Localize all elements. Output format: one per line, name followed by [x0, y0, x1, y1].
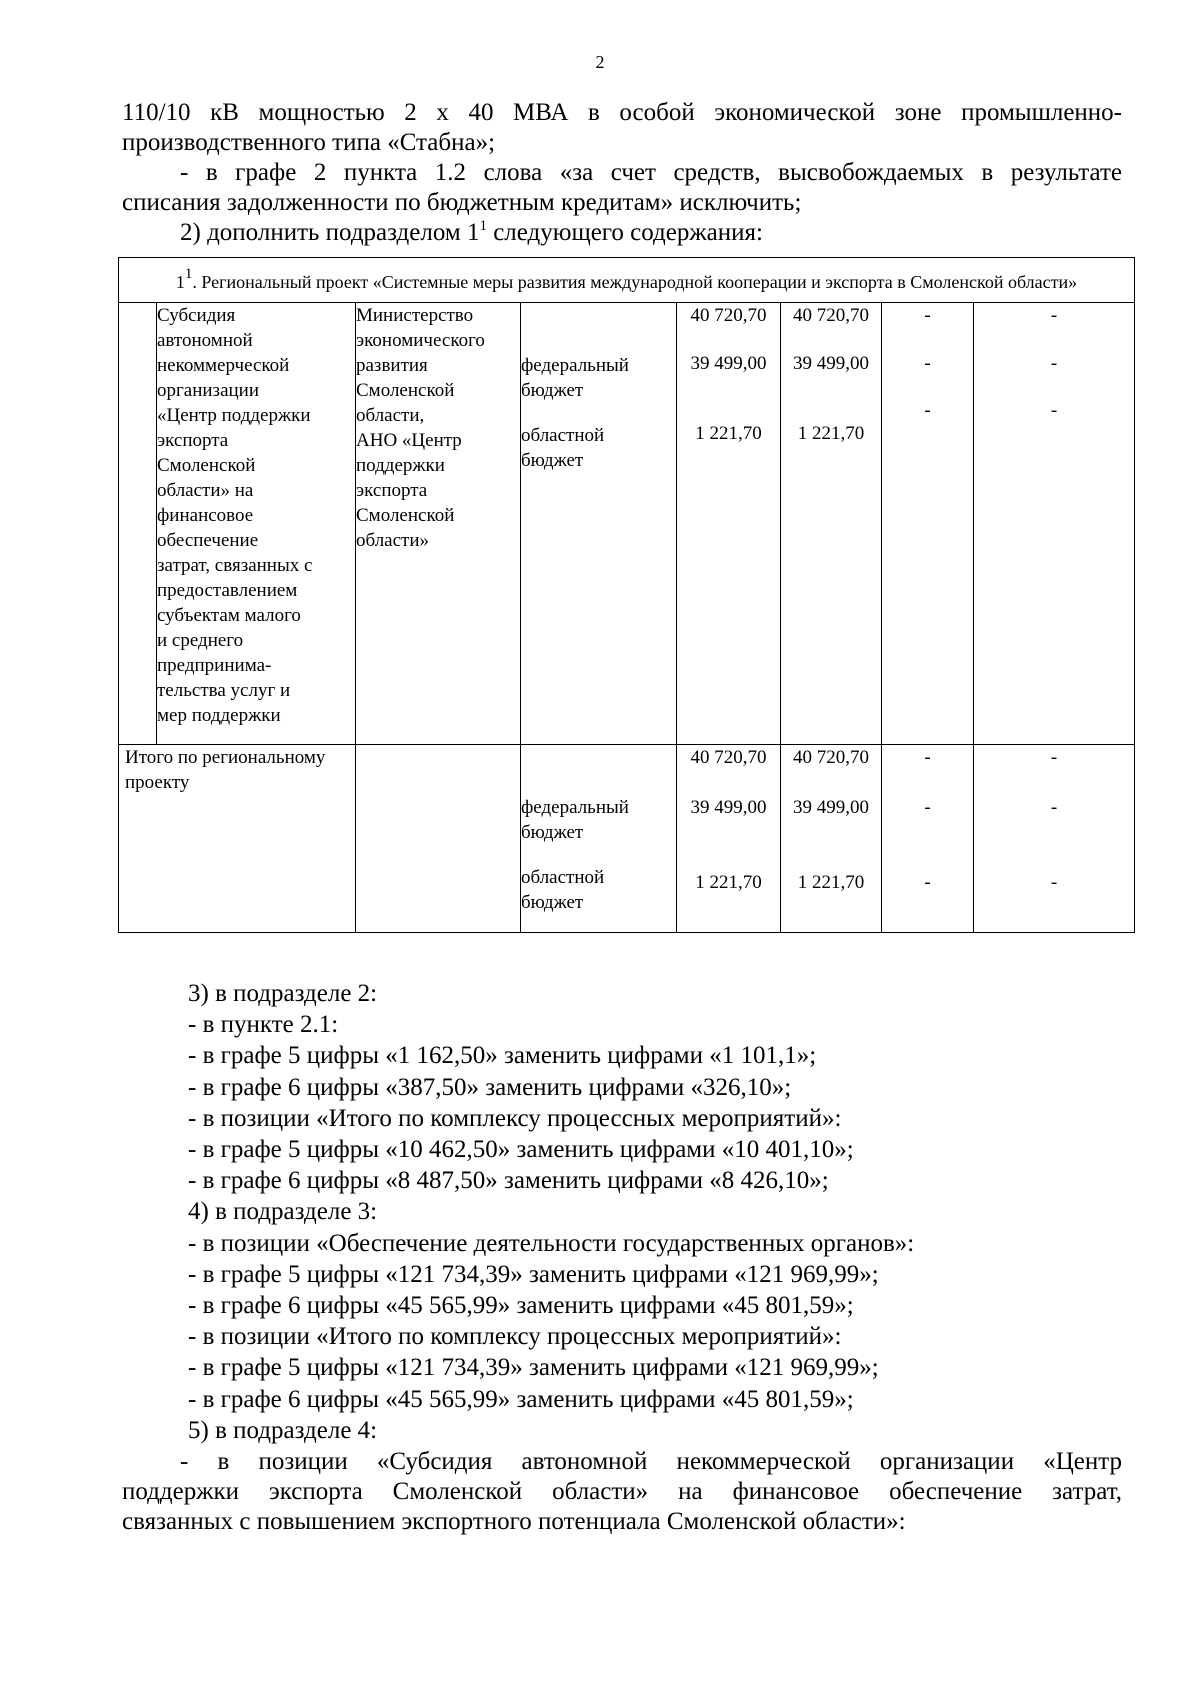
amount-value: 39 499,00 [793, 797, 869, 818]
after-table-paragraph [122, 978, 1122, 1446]
amendment-line: - в позиции «Обеспечение деятельности государственных органов»: [188, 1229, 915, 1257]
cell-line: области» [356, 530, 430, 551]
dash-value: - [924, 353, 931, 374]
amount-value: 40 720,70 [690, 305, 767, 326]
intro-line: производственного типа «Стабна»; [122, 129, 496, 156]
amount-col-8 [974, 303, 1135, 745]
amendment-line: - в графе 6 цифры «45 565,99» заменить цифрами «45 801,59»; [188, 1385, 854, 1413]
dash-value: - [1050, 305, 1058, 326]
amendment-line: - в графе 5 цифры «121 734,39» заменить цифрами «121 969,99»; [188, 1354, 879, 1382]
cell-line: затрат, связанных с [157, 555, 313, 576]
dash-value: - [924, 872, 931, 893]
amount-col-7 [882, 303, 974, 745]
final-paragraph [122, 1447, 1122, 1537]
cell-line: мер поддержки [157, 705, 281, 726]
source-label: бюджет [521, 380, 584, 401]
cell-line: «Центр поддержки [157, 405, 311, 426]
cell-line: экспорта [356, 480, 428, 501]
source-label: областной [521, 425, 605, 446]
amount-value: 40 720,70 [793, 747, 869, 768]
total-source-cell [521, 745, 677, 933]
cell-line: Смоленской [356, 380, 455, 401]
total-label-cell: Итого по региональному проекту [119, 745, 356, 933]
executor-cell [356, 303, 521, 745]
row-number-cell [119, 303, 157, 745]
cell-line: предпринима- [157, 655, 272, 676]
cell-line: экономического [356, 330, 485, 351]
source-label: бюджет [521, 892, 584, 913]
total-amount-col-7 [882, 745, 974, 933]
cell-line: финансовое [157, 505, 254, 526]
cell-line: организации [157, 380, 260, 401]
amendment-line: - в графе 6 цифры «387,50» заменить цифрами «326,10»; [188, 1073, 792, 1101]
amount-value: 1 221,70 [797, 423, 865, 444]
final-line: - в позиции «Субсидия автономной некоммерческой организации «Центр [180, 1448, 1122, 1475]
source-label: федеральный [521, 797, 629, 818]
dash-value: - [924, 797, 931, 818]
intro-paragraph [122, 98, 1122, 248]
table-header-row [119, 258, 1135, 303]
dash-value: - [924, 305, 931, 326]
table-total-row [119, 745, 1135, 933]
amendment-line: - в графе 5 цифры «121 734,39» заменить цифрами «121 969,99»; [188, 1260, 879, 1288]
amount-value: 39 499,00 [793, 353, 869, 374]
cell-line: предоставлением [157, 580, 298, 601]
intro-line: 110/10 кВ мощностью 2 х 40 МВА в особой экономической зоне промышленно- [122, 99, 1122, 126]
cell-line: Субсидия [157, 305, 236, 326]
cell-line: субъектам малого [157, 605, 301, 626]
dash-value: - [924, 747, 931, 768]
amendment-line: - в позиции «Итого по комплексу процессных мероприятий»: [188, 1323, 842, 1351]
amount-value: 1 221,70 [695, 423, 762, 444]
source-label: областной [521, 867, 605, 888]
dash-value: - [1050, 353, 1058, 374]
final-line: связанных с повышением экспортного потенциала Смоленской области»: [122, 1508, 906, 1535]
amendment-line: - в графе 6 цифры «8 487,50» заменить цифрами «8 426,10»; [188, 1167, 829, 1195]
cell-line: области, [356, 405, 425, 426]
source-label: бюджет [521, 822, 584, 843]
amendment-item-cont: списания задолженности по бюджетным кредитам» исключить; [122, 189, 802, 216]
amendment-line: 5) в подразделе 4: [188, 1416, 378, 1444]
amount-col-6 [781, 303, 882, 745]
cell-line: тельства услуг и [157, 680, 291, 701]
amendment-line: - в графе 5 цифры «10 462,50» заменить цифрами «10 401,10»; [188, 1136, 854, 1164]
source-label: федеральный [521, 355, 629, 376]
cell-line: Смоленской [157, 455, 256, 476]
cell-line: поддержки [356, 455, 445, 476]
cell-line: развития [356, 355, 428, 376]
dash-value: - [924, 400, 931, 421]
amount-value: 1 221,70 [797, 872, 865, 893]
total-amount-col-6 [781, 745, 882, 933]
total-amount-col-5 [677, 745, 781, 933]
amendment-item-2: 2) дополнить подразделом $1^1$ следующего содержания: [180, 218, 763, 246]
amount-value: 40 720,70 [690, 747, 767, 768]
amendment-line: - в графе 5 цифры «1 162,50» заменить цифрами «1 101,1»; [188, 1042, 817, 1070]
amendment-item: - в графе 2 пункта 1.2 слова «за счет средств, высвобождаемых в результате [180, 159, 1122, 186]
amendment-line: - в пункте 2.1: [188, 1011, 339, 1039]
measure-name-cell [157, 303, 356, 745]
amendment-line: - в графе 6 цифры «45 565,99» заменить цифрами «45 801,59»; [188, 1292, 854, 1320]
funding-source-cell [521, 303, 677, 745]
dash-value: - [1050, 797, 1058, 818]
cell-line: обеспечение [157, 530, 259, 551]
cell-line: и среднего [157, 630, 244, 651]
amount-col-5 [677, 303, 781, 745]
cell-line: некоммерческой [157, 355, 290, 376]
amendment-line: 4) в подразделе 3: [188, 1198, 378, 1226]
final-line: поддержки экспорта Смоленской области» на финансовое обеспечение затрат, [122, 1478, 1122, 1505]
dash-value: - [1050, 400, 1058, 421]
total-amount-col-8 [974, 745, 1135, 933]
total-executor-cell [356, 745, 521, 933]
cell-line: Министерство [356, 305, 474, 326]
cell-line: автономной [157, 330, 253, 351]
table-section-title: $1^1$. Региональный проект «Системные меры развития международной кооперации и экспорта в Смоленской области» [119, 258, 1135, 303]
regional-project-table [118, 257, 1135, 933]
dash-value: - [1050, 872, 1058, 893]
source-label: бюджет [521, 450, 584, 471]
dash-value: - [1050, 747, 1058, 768]
amount-value: 39 499,00 [690, 353, 767, 374]
page-number: 2 [595, 52, 605, 72]
amendment-line: 3) в подразделе 2: [188, 980, 378, 1007]
cell-line: АНО «Центр [356, 430, 462, 451]
amount-value: 40 720,70 [793, 305, 869, 326]
table-row [119, 303, 1135, 745]
amount-value: 39 499,00 [690, 797, 767, 818]
amendment-line: - в позиции «Итого по комплексу процессных мероприятий»: [188, 1104, 842, 1132]
amount-value: 1 221,70 [695, 872, 762, 893]
cell-line: Смоленской [356, 505, 455, 526]
cell-line: области» на [157, 480, 254, 501]
cell-line: экспорта [157, 430, 229, 451]
